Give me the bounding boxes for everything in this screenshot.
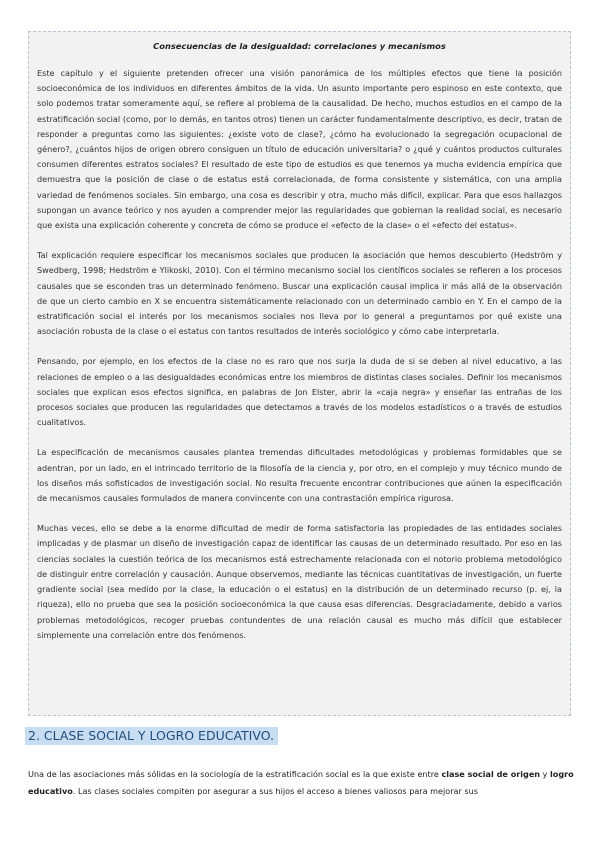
box-paragraph-1: Este capítulo y el siguiente pretenden ofrecer una visión panorámica de los múltiples efectos que tiene la posición socioeconómica de los individuos en diferentes ámbitos de la vida. Un asunto importante pero espinoso en este contexto, que solo podemos tratar someramente aquí, se refiere al problema de la causalidad. De hecho, muchos estudios en el campo de la estratificación social (como, por lo demás, en tantos otros) tienen un carácter fundamentalmente descriptivo, es decir, tratan de responder a preguntas como las siguientes: ¿existe voto de clase?, ¿cómo ha evolucionado la segregación ocupacional de género?, ¿cuántos hijos de origen obrero consiguen un título de educación universitaria? o ¿qué y cuántos productos culturales consumen diferentes estratos sociales? El resultado de este tipo de estudios es que tenemos ya mucha evidencia empírica que demuestra que la posición de clase o de estatus está correlacionada, de forma consistente y sistemática, con una amplia variedad de fenómenos sociales. Sin embargo, una cosa es describir y otra, mucho más difícil, explicar. Para que esos hallazgos supongan un avance teórico y nos ayuden a comprender mejor las regularidades que gobiernan la realidad social, es necesario que exista una explicación coherente y concreta de cómo se produce el «efecto de la clase» o el «efecto del estatus». (37, 68, 562, 231)
bold-term-origin-class: clase social de origen (441, 769, 541, 780)
box-paragraph-3: Pensando, por ejemplo, en los efectos de la clase no es raro que nos surja la duda de si se deben al nivel educativo, a las relaciones de empleo o a las desigualdades económicas entre los miembros de distintas clases sociales. Definir los mecanismos sociales que explican esos efectos significa, en palabras de Jon Elster, abrir la «caja negra» y enseñar las entrañas de los procesos sociales que producen las regularidades que detectamos a través de los modelos estadísticos o a través de estudios cualitativos. (37, 356, 562, 428)
highlight-box (28, 31, 571, 716)
body-text-part-2: y (540, 769, 551, 780)
body-text-part-1: Una de las asociaciones más sólidas en la sociología de la estratificación social es la que existe entre (28, 769, 442, 780)
box-title: Consecuencias de la desigualdad: correlaciones y mecanismos (153, 41, 446, 51)
box-paragraph-4: La especificación de mecanismos causales plantea tremendas dificultades metodológicas y problemas formidables que se adentran, por un lado, en el intrincado territorio de la filosofía de la ciencia y, por otro, en el complejo y muy técnico mundo de los diseños más sofisticados de investigación social. No resulta frecuente encontrar contribuciones que aúnen la especificación de mecanismos causales formulados de manera convincente con una contrastación empírica rigurosa. (37, 447, 562, 504)
box-paragraph-2: Tal explicación requiere especificar los mecanismos sociales que producen la asociación que hemos descubierto (Hedström y Swedberg, 1998; Hedström e Ylikoski, 2010). Con el término mecanismo social los científicos sociales se refieren a los procesos causales que se esconden tras un determinado fenómeno. Buscar una explicación causal implica ir más allá de la observación de que un cierto cambio en X se encuentra sistemáticamente relacionado con un determinado cambio en Y. En el campo de la estratificación social el interés por los mecanismos sociales nos lleva por lo general a preguntarnos por qué existe una asociación robusta de la clase o el estatus con tantos resultados de interés sociológico y cómo cabe interpretarla. (37, 250, 562, 337)
bold-term-educational-attainment: logro educativo (28, 769, 574, 797)
box-paragraph-5: Muchas veces, ello se debe a la enorme dificultad de medir de forma satisfactoria las propiedades de las entidades sociales implicadas y de plasmar un diseño de investigación capaz de identificar las causas de un determinado resultado. Por eso en las ciencias sociales la cuestión teórica de los mecanismos está estrechamente relacionada con el notorio problema metodológico de distinguir entre correlación y causación. Aunque observemos, mediante las técnicas cuantitativas de investigación, un fuerte gradiente social (sea medido por la clase, la educación o el estatus) en la distribución de un determinado recurso (p. ej, la riqueza), ello no prueba que sea la posición socioeconómica la que causa esas diferencias. Desgraciadamente, debido a varios problemas metodológicos, recoger pruebas contundentes de una relación causal es mucho más difícil que establecer simplemente una correlación entre dos fenómenos. (37, 523, 562, 640)
section-heading: 2. CLASE SOCIAL Y LOGRO EDUCATIVO. (25, 727, 278, 745)
body-text-part-3: . Las clases sociales compiten por asegurar a sus hijos el acceso a bienes valiosos para mejorar sus (72, 786, 478, 797)
body-paragraph (28, 766, 576, 800)
